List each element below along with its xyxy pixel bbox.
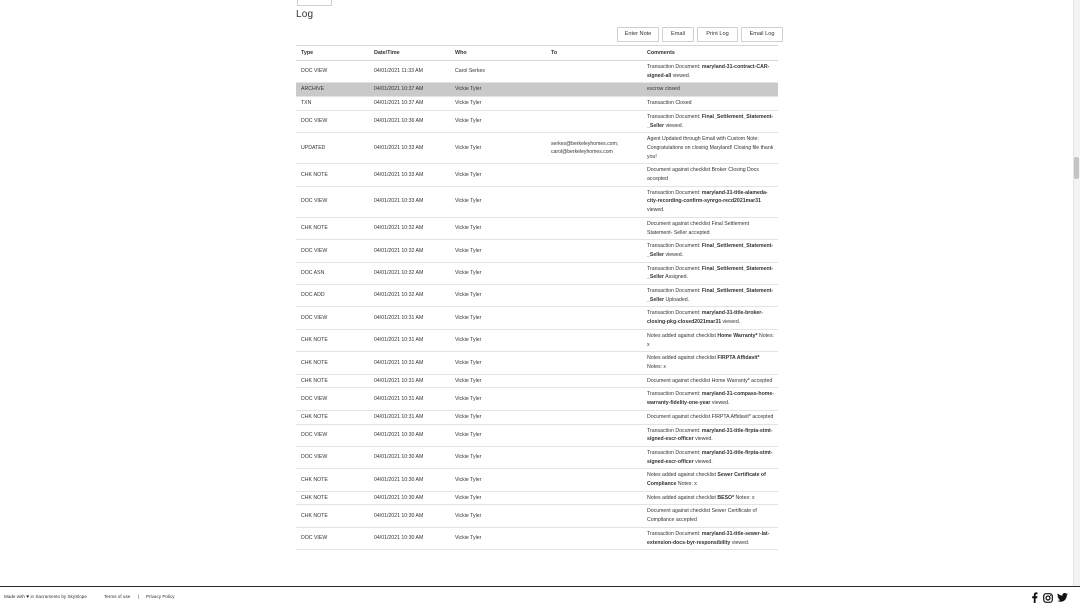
cell-to: [546, 388, 642, 410]
table-row: [296, 352, 778, 374]
cell-date: 04/01/2021 10:32 AM: [369, 217, 450, 239]
cell-comments: [642, 240, 778, 262]
cell-comments: [642, 527, 778, 549]
cell-who: Vickie Tyler: [450, 164, 546, 186]
cell-who: Vickie Tyler: [450, 262, 546, 284]
cell-type: CHK NOTE: [296, 352, 369, 374]
cell-type: DOC VIEW: [296, 527, 369, 549]
cell-comments: [642, 133, 778, 164]
log-actions: [617, 27, 783, 41]
cell-who: Vickie Tyler: [450, 410, 546, 424]
table-row: [296, 240, 778, 262]
cell-date: 04/01/2021 10:30 AM: [369, 469, 450, 491]
comment-document-name: maryland-31-contract-CAR-signed-all: [647, 64, 770, 79]
cell-who: Vickie Tyler: [450, 527, 546, 549]
cell-who: Vickie Tyler: [450, 285, 546, 307]
cell-comments: [642, 491, 778, 505]
cell-to: [546, 329, 642, 351]
cell-comments: [642, 262, 778, 284]
cell-comments: [642, 424, 778, 446]
comment-text: viewed.: [664, 122, 684, 129]
table-header-row: [296, 46, 778, 61]
cell-to: [546, 240, 642, 262]
comment-text: escrow closed: [647, 86, 680, 93]
comment-text: Assigned.: [664, 274, 688, 281]
comment-text: viewed.: [671, 72, 691, 79]
cell-date: 04/01/2021 10:30 AM: [369, 527, 450, 549]
heart-icon: ♥: [26, 594, 30, 600]
cell-type: CHK NOTE: [296, 469, 369, 491]
comment-text: Document against checklist Final Settlement Statement- Seller accepted: [647, 220, 750, 236]
email-log-button[interactable]: Email Log: [741, 27, 783, 42]
comment-document-name: Final_Settlement_Statement-_Seller: [647, 265, 774, 281]
cell-type: ARCHIVE: [296, 83, 369, 97]
cell-date: 04/01/2021 10:31 AM: [369, 374, 450, 388]
footer-made-with: [4, 594, 87, 600]
twitter-icon[interactable]: [1057, 592, 1068, 603]
comment-text: viewed.: [730, 539, 750, 546]
cell-who: Vickie Tyler: [450, 329, 546, 351]
comment-text: Uploaded.: [664, 296, 690, 303]
comment-text: Agent Updated through Email with Custom Note: Congratulations on closing Maryland! Closing file thank you!: [647, 136, 774, 160]
cell-who: Vickie Tyler: [450, 388, 546, 410]
table-row: [296, 97, 778, 111]
facebook-icon[interactable]: [1031, 592, 1038, 603]
cell-comments: [642, 329, 778, 351]
comment-document-name: Final_Settlement_Statement-_Seller: [647, 243, 774, 258]
cell-who: Vickie Tyler: [450, 110, 546, 132]
cell-who: Vickie Tyler: [450, 352, 546, 374]
comment-document-name: maryland-31-title-firpta-stmt-signed-escr-officer: [647, 449, 773, 465]
cell-comments: [642, 83, 778, 97]
cell-date: 04/01/2021 10:31 AM: [369, 388, 450, 410]
comment-document-name: maryland-31-title-broker-closing-pkg-closed2021mar31: [647, 310, 764, 326]
comment-document-name: maryland-31-title-alameda-city-recording-confirm-synrgo-recd2021mar31: [647, 189, 768, 205]
cell-type: DOC VIEW: [296, 446, 369, 468]
cell-type: UPDATED: [296, 133, 369, 164]
cell-date: 04/01/2021 10:30 AM: [369, 491, 450, 505]
table-row: [296, 262, 778, 284]
cell-date: 04/01/2021 11:33 AM: [369, 61, 450, 83]
cell-to: [546, 61, 642, 83]
cell-who: Vickie Tyler: [450, 217, 546, 239]
comment-text: Transaction Document:: [647, 310, 702, 317]
comment-text: Notes added against checklist: [647, 472, 718, 479]
table-row: [296, 446, 778, 468]
cell-who: Carol Serkes: [450, 61, 546, 83]
cell-comments: [642, 186, 778, 217]
cell-to: [546, 186, 642, 217]
table-row: [296, 133, 778, 164]
comment-document-name: Final_Settlement_Statement-_Seller: [647, 288, 774, 303]
cell-type: DOC VIEW: [296, 110, 369, 132]
cell-date: 04/01/2021 10:30 AM: [369, 505, 450, 527]
footer-made-suffix: in Sacramento by SkySlope: [30, 594, 87, 599]
cell-date: 04/01/2021 10:32 AM: [369, 240, 450, 262]
footer-made-prefix: Made with: [4, 594, 25, 599]
table-row: [296, 110, 778, 132]
cell-comments: [642, 285, 778, 307]
table-row: [296, 307, 778, 329]
enter-note-button[interactable]: Enter Note: [617, 27, 659, 42]
cell-date: 04/01/2021 10:31 AM: [369, 307, 450, 329]
cell-to: [546, 527, 642, 549]
comment-text: Notes: x: [676, 481, 697, 488]
cell-comments: [642, 164, 778, 186]
comment-text: Document against checklist Home Warranty* accepted: [647, 377, 773, 384]
cell-comments: [642, 388, 778, 410]
email-button[interactable]: Email: [662, 27, 694, 42]
comment-text: Transaction Document:: [647, 64, 702, 70]
cell-who: Vickie Tyler: [450, 424, 546, 446]
comment-text: viewed.: [693, 436, 713, 443]
cell-who: Vickie Tyler: [450, 133, 546, 164]
cell-date: 04/01/2021 10:37 AM: [369, 97, 450, 111]
table-row: [296, 186, 778, 217]
comment-document-name: maryland-31-title-sewer-lat-extension-docs-byr-responsibility: [647, 530, 770, 546]
cell-to: [546, 164, 642, 186]
footer: [0, 586, 1080, 609]
privacy-policy-link[interactable]: Privacy Policy: [146, 594, 175, 599]
cell-type: CHK NOTE: [296, 164, 369, 186]
column-header-who: Who: [450, 46, 546, 61]
cell-to: [546, 262, 642, 284]
cell-comments: [642, 374, 778, 388]
comment-document-name: Sewer Certificate of Compliance: [647, 472, 766, 488]
cell-comments: [642, 469, 778, 491]
cell-who: Vickie Tyler: [450, 505, 546, 527]
terms-of-use-link[interactable]: Terms of use: [104, 594, 131, 599]
cell-type: CHK NOTE: [296, 491, 369, 505]
comment-text: Document against checklist Broker Closing Docs accepted: [647, 167, 759, 183]
instagram-icon[interactable]: [1043, 592, 1053, 603]
comment-text: Transaction Document:: [647, 449, 702, 456]
comment-text: Transaction Document:: [647, 265, 702, 272]
scrollbar-thumb[interactable]: [1074, 157, 1079, 179]
comment-text: Document against checklist Sewer Certificate of Compliance accepted: [647, 508, 757, 524]
comment-document-name: maryland-31-compass-home-warranty-fidelity-one-year: [647, 391, 774, 407]
cell-to: [546, 307, 642, 329]
cell-to: [546, 110, 642, 132]
cell-who: Vickie Tyler: [450, 374, 546, 388]
cell-date: 04/01/2021 10:33 AM: [369, 164, 450, 186]
table-row: [296, 285, 778, 307]
cell-date: 04/01/2021 10:30 AM: [369, 424, 450, 446]
cell-type: DOC ASN: [296, 262, 369, 284]
print-log-button[interactable]: Print Log: [697, 27, 738, 42]
cell-type: CHK NOTE: [296, 217, 369, 239]
cell-date: 04/01/2021 10:33 AM: [369, 133, 450, 164]
column-header-type: Type: [296, 46, 369, 61]
cell-date: 04/01/2021 10:32 AM: [369, 262, 450, 284]
cell-who: Vickie Tyler: [450, 186, 546, 217]
comment-text: Document against checklist FIRPTA Affidavit* accepted: [647, 413, 774, 420]
comment-document-name: FIRPTA Affidavit*: [717, 355, 760, 362]
cell-type: DOC VIEW: [296, 307, 369, 329]
table-row: [296, 374, 778, 388]
comment-text: Notes added against checklist: [647, 355, 718, 362]
cell-who: Vickie Tyler: [450, 469, 546, 491]
cell-comments: [642, 217, 778, 239]
cell-date: 04/01/2021 10:32 AM: [369, 285, 450, 307]
cell-to: [546, 424, 642, 446]
column-header-comments: Comments: [642, 46, 778, 61]
comment-text: Transaction Document:: [647, 530, 702, 537]
comment-text: viewed.: [693, 458, 713, 465]
cell-to: [546, 410, 642, 424]
comment-text: viewed.: [664, 251, 684, 258]
cell-date: 04/01/2021 10:36 AM: [369, 110, 450, 132]
column-header-date: Date/Time: [369, 46, 450, 61]
cell-who: Vickie Tyler: [450, 446, 546, 468]
cell-who: Vickie Tyler: [450, 240, 546, 262]
cell-who: Vickie Tyler: [450, 491, 546, 505]
table-row: [296, 424, 778, 446]
page-title: Log: [296, 9, 314, 20]
cell-type: CHK NOTE: [296, 505, 369, 527]
cell-type: DOC VIEW: [296, 240, 369, 262]
cell-type: TXN: [296, 97, 369, 111]
cell-comments: [642, 110, 778, 132]
cell-to: [546, 374, 642, 388]
table-row: [296, 61, 778, 83]
cell-to: [546, 352, 642, 374]
table-row: [296, 83, 778, 97]
cell-who: Vickie Tyler: [450, 83, 546, 97]
cell-comments: [642, 410, 778, 424]
table-row: [296, 388, 778, 410]
comment-text: Notes added against checklist: [647, 494, 718, 501]
comment-text: Transaction Document:: [647, 243, 702, 250]
cell-type: DOC VIEW: [296, 186, 369, 217]
comment-text: Transaction Document:: [647, 189, 702, 196]
cell-who: Vickie Tyler: [450, 97, 546, 111]
table-row: [296, 217, 778, 239]
cell-comments: [642, 61, 778, 83]
table-row: [296, 527, 778, 549]
cell-to: [546, 469, 642, 491]
cell-date: 04/01/2021 10:31 AM: [369, 410, 450, 424]
table-row: [296, 164, 778, 186]
cell-to: [546, 83, 642, 97]
log-table-body: [296, 61, 778, 550]
cell-to: [546, 446, 642, 468]
cell-date: 04/01/2021 10:31 AM: [369, 352, 450, 374]
comment-text: Notes: x: [647, 332, 774, 348]
comment-document-name: maryland-31-title-firpta-stmt-signed-escr-officer: [647, 427, 773, 443]
cell-comments: [642, 505, 778, 527]
cell-comments: [642, 97, 778, 111]
cell-date: 04/01/2021 10:37 AM: [369, 83, 450, 97]
cell-to: serkes@berkeleyhomes.com; carol@berkeleyhomes.com: [546, 133, 642, 164]
comment-text: Transaction Document:: [647, 288, 702, 295]
cell-type: CHK NOTE: [296, 374, 369, 388]
comment-text: viewed.: [721, 319, 741, 326]
comment-text: Transaction Document:: [647, 391, 702, 398]
cell-type: DOC VIEW: [296, 388, 369, 410]
table-row: [296, 329, 778, 351]
table-row: [296, 505, 778, 527]
cell-date: 04/01/2021 10:30 AM: [369, 446, 450, 468]
cell-type: DOC VIEW: [296, 61, 369, 83]
column-header-to: To: [546, 46, 642, 61]
comment-text: Transaction Closed: [647, 100, 692, 107]
table-row: [296, 491, 778, 505]
comment-document-name: Final_Settlement_Statement-_Seller: [647, 113, 774, 129]
cell-who: Vickie Tyler: [450, 307, 546, 329]
cell-to: [546, 285, 642, 307]
comment-document-name: BESO*: [717, 494, 735, 501]
cell-type: CHK NOTE: [296, 410, 369, 424]
cell-type: CHK NOTE: [296, 329, 369, 351]
cell-to: [546, 217, 642, 239]
cell-comments: [642, 446, 778, 468]
table-row: [296, 410, 778, 424]
cell-date: 04/01/2021 10:33 AM: [369, 186, 450, 217]
comment-text: Notes: x: [647, 363, 667, 370]
scrollbar-track[interactable]: [1073, 0, 1080, 586]
cell-to: [546, 491, 642, 505]
comment-text: viewed.: [710, 400, 730, 407]
cell-to: [546, 97, 642, 111]
top-tab[interactable]: [297, 0, 332, 6]
footer-separator: |: [138, 594, 140, 599]
log-table: [296, 45, 778, 550]
cell-date: 04/01/2021 10:31 AM: [369, 329, 450, 351]
cell-to: [546, 505, 642, 527]
comment-document-name: Home Warranty*: [717, 332, 758, 339]
comment-text: Notes added against checklist: [647, 332, 718, 339]
comment-text: Transaction Document:: [647, 113, 702, 120]
cell-type: DOC ADD: [296, 285, 369, 307]
table-row: [296, 469, 778, 491]
comment-text: Transaction Document:: [647, 427, 702, 434]
cell-comments: [642, 352, 778, 374]
cell-comments: [642, 307, 778, 329]
comment-text: Notes: x: [734, 494, 755, 501]
cell-type: DOC VIEW: [296, 424, 369, 446]
comment-text: viewed.: [647, 207, 665, 214]
